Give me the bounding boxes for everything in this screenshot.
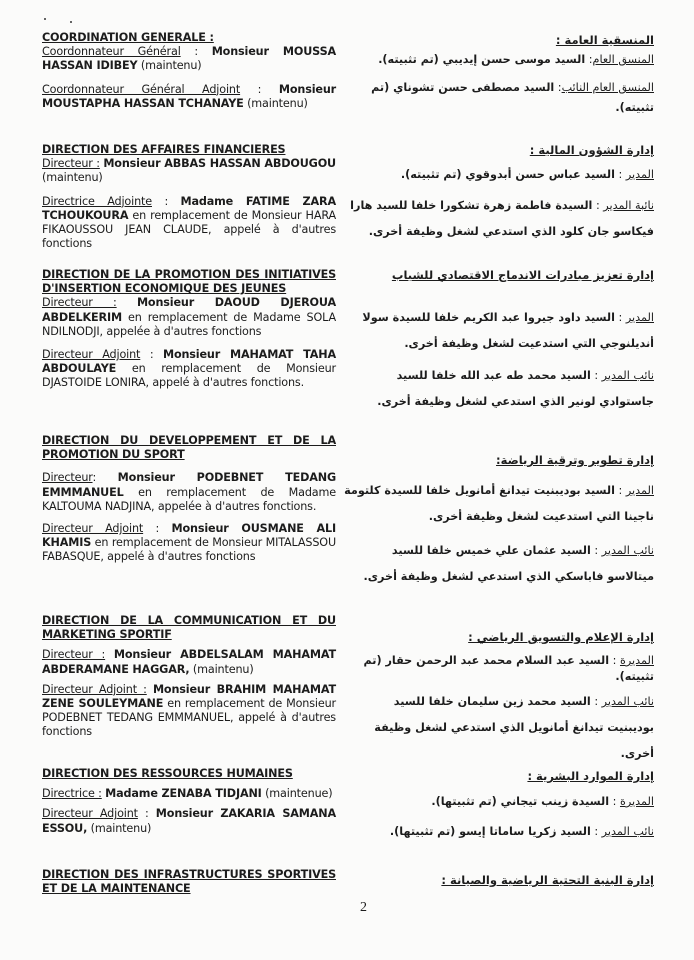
ar-separator: : — [590, 825, 602, 838]
fr-status: (maintenue) — [261, 787, 333, 801]
fr-person-name: Monsieur ABBAS HASSAN ABDOUGOU — [103, 157, 336, 171]
ar-role-label: نائب المدير — [601, 695, 654, 708]
ar-separator: : — [609, 654, 620, 667]
fr-status: en remplacement de Monsieur DJASTOIDE LONIRA, appelé à d'autres fonctions. — [42, 362, 336, 390]
fr-section-jeunes — [42, 268, 336, 391]
fr-section-heading: DIRECTION DES AFFAIRES FINANCIERES — [42, 143, 286, 156]
fr-status: (maintenu) — [87, 821, 152, 835]
ar-entry — [344, 78, 654, 118]
fr-entry — [42, 787, 336, 801]
ar-entry — [344, 653, 654, 685]
ar-entry-text: السيد محمد طه عبد الله خلفا للسيد جاستوادي لونير الذي استدعي لشغل وظيفة أخرى. — [377, 369, 654, 408]
fr-section-heading: COORDINATION GENERALE : — [42, 31, 214, 44]
fr-separator: : — [240, 82, 279, 96]
fr-section-communication — [42, 614, 336, 740]
ar-section-heading: إدارة الإعلام والتسويق الرياضي : — [468, 630, 654, 644]
ar-entry-text: السيدة زينب تيجاني (تم تثبيتها). — [431, 795, 610, 808]
ar-separator: : — [585, 53, 593, 66]
fr-status: en remplacement de Madame SOLA NDILNODJI, appelée à d'autres fonctions — [42, 310, 336, 338]
ar-role-label: نائب المدير — [601, 825, 654, 838]
fr-separator: : — [143, 522, 172, 536]
ar-entry-text: السيد عثمان علي خميس خلفا للسيد ميتالاسو فاباسكي الذي استدعي لشغل وظيفة أخرى. — [363, 544, 654, 583]
ar-entry-text: السيد عباس حسن أبدوقوي (تم تثبيته). — [400, 168, 615, 181]
ar-role-label: المدير — [625, 311, 654, 324]
ar-entry-text: السيد بوديبنيت تيدانغ أمانويل خلفا للسيدة كلتومة ناجينا التي استدعيت لشغل وظيفة أخرى. — [344, 484, 654, 523]
fr-separator: : — [92, 471, 118, 485]
fr-role-label: Directeur : — [42, 157, 100, 171]
fr-entry — [42, 807, 336, 835]
fr-role-label: Directeur Adjoint — [42, 807, 138, 821]
fr-entry — [42, 45, 336, 73]
fr-status: en remplacement de Monsieur HARA FIKAOUSSOU JEAN CLAUDE, appelé à d'autres fonctions — [42, 208, 336, 251]
fr-role-label: Directeur — [42, 471, 93, 485]
page-number: 2 — [360, 900, 367, 915]
ar-section-heading: إدارة تطوير وترقية الرياضة: — [496, 453, 654, 467]
ar-entry-text: السيد عبد السلام محمد عبد الرحمن حقار (تم تثبيته). — [363, 654, 654, 683]
fr-entry — [42, 683, 336, 740]
ar-entry-text: السيدة فاطمة زهرة تشكورا خلفا للسيد هارا فيكاسو جان كلود الذي استدعي لشغل وظيفة أخرى. — [350, 199, 654, 238]
ar-entry-text: السيد زكريا ساماتا إيسو (تم تثبيتها). — [389, 825, 591, 838]
ar-separator: : — [554, 81, 562, 94]
ar-entry-text: السيد محمد زين سليمان خلفا للسيد بوديبنيت تيدانغ أمانويل الذي استدعي لشغل وظيفة أخرى. — [374, 695, 654, 760]
fr-separator: : — [140, 348, 163, 362]
fr-section-infrastructures — [42, 868, 336, 896]
ar-entry-text: السيد داود جيروا عبد الكريم خلفا للسيدة سولا أنديلنوجي التي استدعيت لشغل وظيفة أخرى. — [362, 311, 654, 350]
fr-entry — [42, 83, 336, 111]
fr-entry — [42, 296, 336, 339]
fr-status: en remplacement de Madame KALTOUMA NADJINA, appelée à d'autres fonctions. — [42, 485, 336, 513]
fr-person-name: Monsieur MOUSSA HASSAN IDIBEY — [42, 45, 336, 73]
fr-entry — [42, 195, 336, 252]
fr-person-name: Madame ZENABA TIDJANI — [105, 787, 262, 801]
fr-person-name: Monsieur ZAKARIA SAMANA ESSOU, — [42, 807, 336, 835]
fr-status: en remplacement de Monsieur MITALASSOU FABASQUE, appelé à d'autres fonctions — [42, 536, 336, 564]
ar-section-sport — [344, 450, 654, 590]
fr-section-heading: DIRECTION DES INFRASTRUCTURES SPORTIVES ET DE LA MAINTENANCE — [42, 868, 336, 896]
ar-entry — [344, 363, 654, 415]
fr-section-heading: DIRECTION DES RESSOURCES HUMAINES — [42, 767, 293, 780]
fr-separator: : — [151, 194, 181, 208]
fr-status: (maintenu) — [42, 171, 103, 185]
fr-entry — [42, 648, 336, 676]
fr-person-name: Monsieur ABDELSALAM MAHAMAT ABDERAMANE HAGGAR, — [42, 648, 336, 676]
ar-section-heading: المنسقية العامة : — [555, 33, 654, 47]
ar-role-label: المنسق العام — [592, 53, 654, 66]
fr-entry — [42, 522, 336, 565]
ar-separator: : — [614, 311, 626, 324]
fr-role-label: Directeur Adjoint — [42, 522, 144, 536]
fr-person-name: Monsieur MAHAMAT TAHA ABDOULAYE — [42, 348, 336, 376]
fr-entry — [42, 348, 336, 391]
ar-separator: : — [590, 544, 602, 557]
ar-role-label: المديرة — [619, 795, 654, 808]
fr-section-finances — [42, 143, 336, 251]
fr-separator — [117, 296, 137, 309]
ar-section-heading: إدارة تعزيز مبادرات الاندماج الاقتصادي للشباب — [391, 268, 654, 282]
fr-role-label: Coordonnateur Général Adjoint — [42, 82, 241, 96]
fr-section-heading: DIRECTION DE LA COMMUNICATION ET DU MARKETING SPORTIF — [42, 614, 336, 642]
fr-role-label: Directrice : — [42, 787, 102, 801]
fr-person-name: Monsieur BRAHIM MAHAMAT ZENE SOULEYMANE — [42, 682, 336, 711]
ar-section-heading: إدارة الموارد البشرية : — [527, 769, 654, 783]
fr-entry — [42, 157, 336, 185]
ar-entry — [344, 792, 654, 812]
fr-role-label: Coordonnateur Général — [42, 45, 181, 59]
fr-separator: : — [180, 45, 212, 59]
ar-section-heading: إدارة البنية التحتية الرياضية والصيانة : — [441, 873, 654, 887]
fr-section-heading: DIRECTION DE LA PROMOTION DES INITIATIVES D'INSERTION ECONOMIQUE DES JEUNES — [42, 268, 336, 296]
ar-entry — [344, 165, 654, 185]
fr-section-sport — [42, 434, 336, 565]
ar-section-coordination — [344, 30, 654, 118]
fr-entry — [42, 471, 336, 514]
ar-entry — [344, 538, 654, 590]
fr-status: en remplacement de Monsieur PODEBNET TEDANG EMMMANUEL, appelé à d'autres fonctions — [42, 697, 336, 739]
ar-entry — [344, 50, 654, 70]
ar-section-finances — [344, 140, 654, 245]
fr-role-label: Directrice Adjointe — [42, 194, 152, 208]
ar-section-jeunes — [344, 265, 654, 415]
ar-entry — [344, 305, 654, 357]
ar-role-label: نائب المدير — [601, 369, 654, 382]
ar-role-label: المدير — [625, 484, 654, 497]
ar-entry — [344, 822, 654, 842]
ar-separator: : — [592, 199, 604, 212]
fr-section-coordination — [42, 31, 336, 111]
french-column — [42, 0, 336, 900]
ar-entry-text: السيد موسى حسن إيديبي (تم تثبيته). — [378, 53, 586, 66]
fr-status: (maintenu) — [243, 96, 308, 110]
ar-entry — [344, 689, 654, 767]
ar-role-label: المديرة — [619, 654, 654, 667]
ar-role-label: نائبة المدير — [603, 199, 654, 212]
fr-section-rh — [42, 767, 336, 836]
fr-person-name: Monsieur MOUSTAPHA HASSAN TCHANAYE — [42, 82, 337, 110]
ar-entry — [344, 478, 654, 530]
ar-role-label: نائب المدير — [601, 544, 654, 557]
ar-section-infrastructures — [344, 870, 654, 890]
fr-role-label: Directeur Adjoint — [42, 348, 141, 362]
fr-separator — [105, 648, 114, 661]
fr-status: (maintenu) — [137, 59, 202, 73]
ar-separator: : — [614, 168, 626, 181]
ar-section-communication — [344, 627, 654, 767]
fr-role-label: Directeur : — [42, 648, 106, 662]
fr-person-name: Monsieur PODEBNET TEDANG EMMMANUEL — [42, 471, 336, 499]
fr-role-label: Directeur : — [42, 296, 117, 310]
ar-separator: : — [590, 369, 602, 382]
ar-entry — [344, 193, 654, 245]
arabic-column — [344, 0, 654, 900]
ar-role-label: المدير — [625, 168, 654, 181]
ar-separator: : — [590, 695, 602, 708]
fr-status: (maintenu) — [189, 662, 254, 676]
fr-separator: : — [137, 807, 156, 821]
fr-section-heading: DIRECTION DU DEVELOPPEMENT ET DE LA PROMOTION DU SPORT — [42, 434, 336, 462]
ar-entry-text: السيد مصطفى حسن تشوناي (تم تثبيته). — [371, 81, 654, 114]
ar-separator: : — [609, 795, 620, 808]
ar-role-label: المنسق العام النائب — [561, 81, 654, 94]
ar-separator: : — [614, 484, 626, 497]
fr-person-name: Monsieur OUSMANE ALI KHAMIS — [42, 522, 336, 550]
ar-section-heading: إدارة الشؤون المالية : — [529, 143, 654, 157]
fr-role-label: Directeur Adjoint : — [42, 682, 147, 696]
fr-person-name: Monsieur DAOUD DJEROUA ABDELKERIM — [42, 296, 336, 324]
fr-person-name: Madame FATIME ZARA TCHOUKOURA — [42, 194, 336, 222]
ar-section-rh — [344, 766, 654, 842]
